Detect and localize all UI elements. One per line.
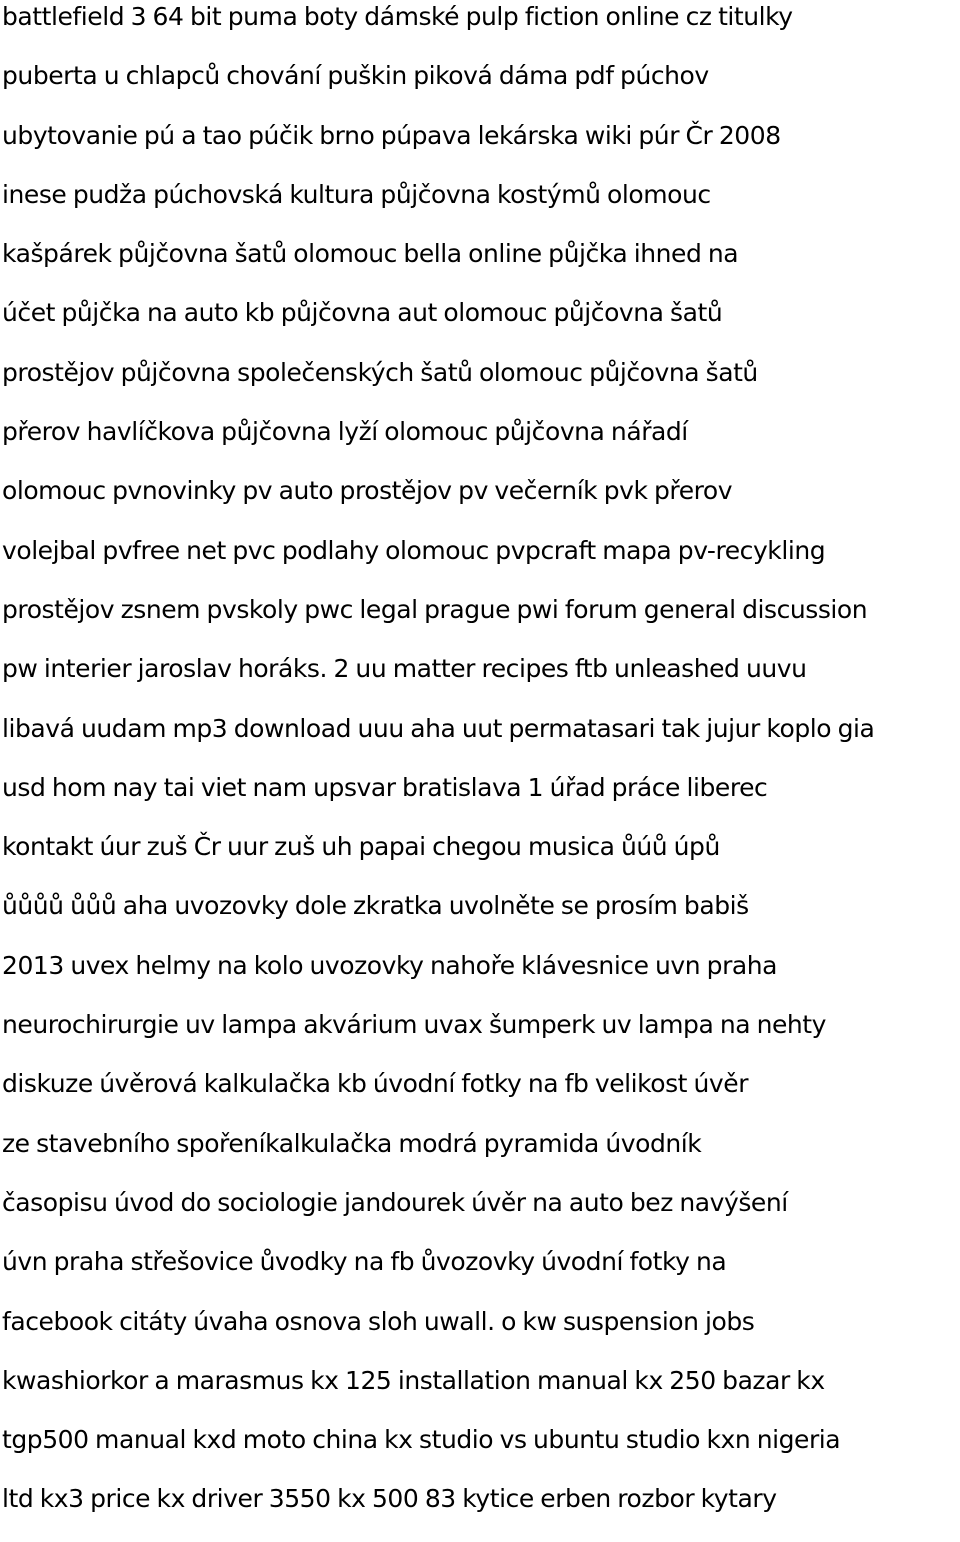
text-line: ltd kx3 price kx driver 3550 kx 500 83 kytice erben rozbor kytary xyxy=(2,1484,777,1514)
text-line: časopisu úvod do sociologie jandourek úvěr na auto bez navýšení xyxy=(2,1187,788,1217)
text-line: přerov havlíčkova půjčovna lyží olomouc půjčovna nářadí xyxy=(2,417,688,447)
text-line: ubytovanie pú a tao púčik brno púpava lekárska wiki púr Čr 2008 xyxy=(2,120,781,150)
text-line: kwashiorkor a marasmus kx 125 installation manual kx 250 bazar kx xyxy=(2,1365,825,1395)
text-line: pw interier jaroslav horáks. 2 uu matter recipes ftb unleashed uuvu xyxy=(2,654,807,684)
body-text xyxy=(2,0,960,1542)
text-line: puberta u chlapců chování puškin piková dáma pdf púchov xyxy=(2,61,709,91)
text-line: ze stavebního spořeníkalkulačka modrá pyramida úvodník xyxy=(2,1128,702,1158)
text-line: kašpárek půjčovna šatů olomouc bella online půjčka ihned na xyxy=(2,239,739,269)
text-line: diskuze úvěrová kalkulačka kb úvodní fotky na fb velikost úvěr xyxy=(2,1069,749,1099)
text-line: inese pudža púchovská kultura půjčovna kostýmů olomouc xyxy=(2,179,711,209)
text-line: kontakt úur zuš Čr uur zuš uh papai chegou musica ůúů úpů xyxy=(2,832,720,862)
text-line: facebook citáty úvaha osnova sloh uwall. o kw suspension jobs xyxy=(2,1306,755,1336)
text-line: neurochirurgie uv lampa akvárium uvax šumperk uv lampa na nehty xyxy=(2,1010,827,1040)
text-line: ůůůů ůůů aha uvozovky dole zkratka uvolněte se prosím babiš xyxy=(2,891,749,921)
text-line: tgp500 manual kxd moto china kx studio vs ubuntu studio kxn nigeria xyxy=(2,1425,841,1455)
text-line: battlefield 3 64 bit puma boty dámské pulp fiction online cz titulky xyxy=(2,2,793,31)
text-line: olomouc pvnovinky pv auto prostějov pv večerník pvk přerov xyxy=(2,476,733,506)
text-line: volejbal pvfree net pvc podlahy olomouc pvpcraft mapa pv-recykling xyxy=(2,535,826,565)
text-line: prostějov půjčovna společenských šatů olomouc půjčovna šatů xyxy=(2,357,758,387)
text-line: prostějov zsnem pvskoly pwc legal prague pwi forum general discussion xyxy=(2,594,868,624)
text-line: účet půjčka na auto kb půjčovna aut olomouc půjčovna šatů xyxy=(2,298,723,328)
text-line: libavá uudam mp3 download uuu aha uut permatasari tak jujur koplo gia xyxy=(2,713,875,743)
text-line: úvn praha střešovice ůvodky na fb ůvozovky úvodní fotky na xyxy=(2,1247,727,1277)
text-line: usd hom nay tai viet nam upsvar bratislava 1 úřad práce liberec xyxy=(2,772,768,802)
text-line: 2013 uvex helmy na kolo uvozovky nahoře klávesnice uvn praha xyxy=(2,950,778,980)
